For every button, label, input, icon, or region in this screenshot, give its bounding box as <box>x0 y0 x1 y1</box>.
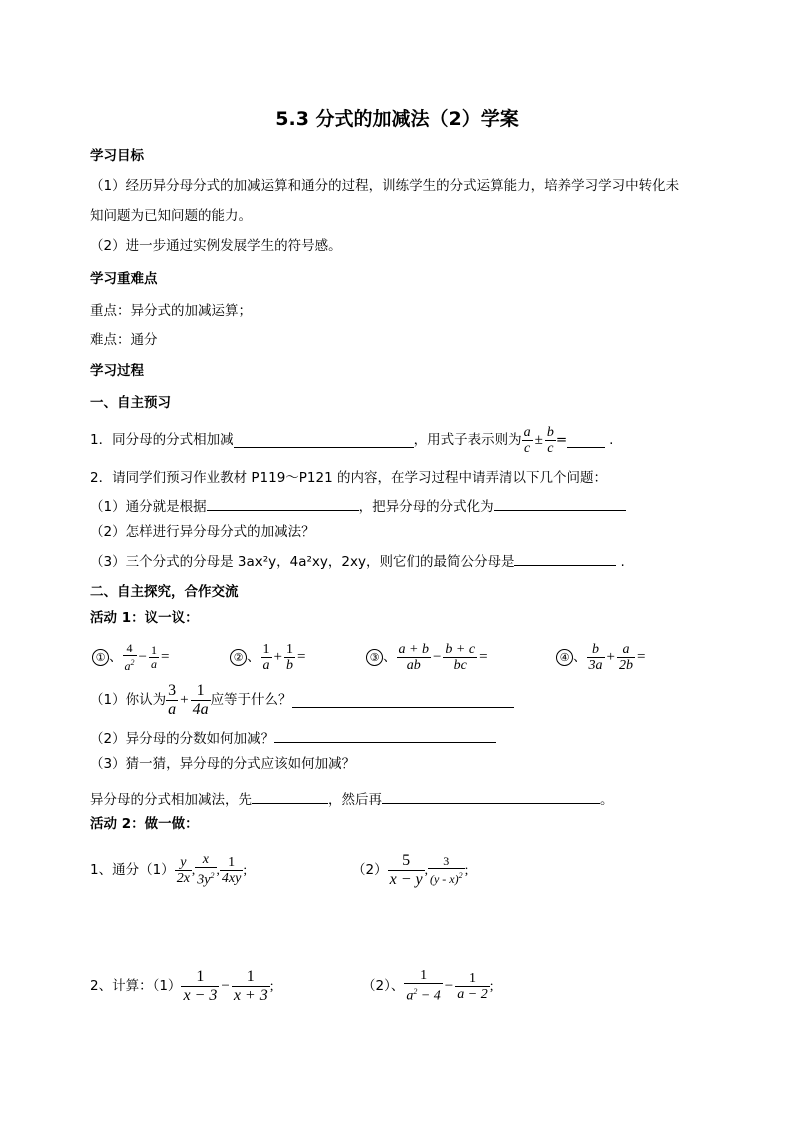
fraction-x-over-3y2: $\frac{x}{3y^2}$ <box>197 852 215 888</box>
objective-2: （2）进一步通过实例发展学生的符号感。 <box>90 238 342 254</box>
sep-1: 、 <box>109 649 123 665</box>
q2-1-prefix: （1）通分就是根据 <box>90 499 207 515</box>
a1-q1-suffix: 应等于什么？ <box>210 692 292 708</box>
objective-1-line2: 知问题为已知问题的能力。 <box>90 208 252 224</box>
plus-sign: + <box>606 649 615 665</box>
q1-mid: ，用式子表示则为 <box>413 432 522 448</box>
fraction-3-over-a: $\frac{3}{a}$ <box>168 681 177 718</box>
circled-number-3: ③ <box>366 649 383 666</box>
q2-1-blank-basis[interactable] <box>207 496 359 511</box>
q1-result-blank[interactable] <box>567 433 605 448</box>
q2-3-blank[interactable] <box>514 551 616 566</box>
preview-question-2-1 <box>90 496 626 516</box>
circled-number-2: ② <box>230 649 247 666</box>
preview-question-2: 2．请同学们预习作业教材 P119～P121 的内容，在学习过程中请弄清以下几个问题： <box>90 470 607 486</box>
fraction-b-over-c: $\frac{b}{c}$ <box>546 424 554 456</box>
objective-1-line1: （1）经历异分母分式的加减运算和通分的过程，训练学生的分式运算能力，培养学习学习中转化未 <box>90 178 680 194</box>
task-1-part-2-label: （2） <box>352 862 388 878</box>
fraction-1-over-a-minus-2: $\frac{1}{a - 2}$ <box>457 970 488 1002</box>
task-2-prefix: 2、计算：（1） <box>90 978 182 994</box>
difficulty-heading: 学习重难点 <box>90 271 158 287</box>
key-point: 重点：异分式的加减运算； <box>90 303 252 319</box>
preview-question-1 <box>90 422 613 458</box>
fraction-1-over-a: $\frac{1}{a}$ <box>262 641 270 673</box>
activity-2-heading: 活动 2：做一做： <box>90 816 199 832</box>
fraction-4-over-a2: $\frac{4}{a^2}$ <box>124 640 135 673</box>
fraction-3-over-y-minus-x-squared: $\frac{3}{(y - x)^2}$ <box>429 853 463 886</box>
sep-2: 、 <box>247 649 261 665</box>
minus-sign: − <box>432 649 442 665</box>
minus-sign: − <box>221 978 230 994</box>
q2-1-blank-result[interactable] <box>494 496 626 511</box>
activity-1-question-2 <box>90 728 496 748</box>
task-2-part-2: （2）、 $\frac{1}{a^2 - 4}$ − $\frac{1}{a - 2}$ ; <box>362 968 494 1004</box>
expression-3 <box>366 638 490 676</box>
fraction-1-over-a: $\frac{1}{a}$ <box>150 642 157 671</box>
expression-1 <box>92 638 171 676</box>
equals-sign: = <box>160 649 170 665</box>
q1-answer-blank[interactable] <box>234 433 414 448</box>
a1-q1-blank[interactable] <box>292 693 514 708</box>
activity-1-question-1 <box>90 680 514 720</box>
sep-3: 、 <box>383 649 397 665</box>
q2-3-prefix: （3）三个分式的分母是 3ax²y，4a²xy，2xy，则它们的最简公分母是 <box>90 554 515 570</box>
fraction-5-over-x-minus-y: $\frac{5}{x - y}$ <box>389 851 423 888</box>
explore-heading: 二、自主探究，合作交流 <box>90 584 239 600</box>
preview-question-2-2: （2）怎样进行异分母分式的加减法？ <box>90 524 315 540</box>
expression-2 <box>230 638 307 676</box>
rule-mid: ，然后再 <box>328 792 382 808</box>
equals-sign: = <box>479 649 488 665</box>
task-2-part-1: 2、计算：（1） $\frac{1}{x - 3}$ − $\frac{1}{x + 3}$ ; <box>90 967 274 1004</box>
equals-sign: = <box>296 649 306 665</box>
hard-point: 难点：通分 <box>90 332 158 348</box>
q1-prefix: 1．同分母的分式相加减 <box>90 432 234 448</box>
rule-sentence <box>90 789 614 809</box>
a1-q2-text: （2）异分母的分数如何加减？ <box>90 731 275 747</box>
fraction-1-over-x-plus-3: $\frac{1}{x + 3}$ <box>233 967 268 1004</box>
fraction-1-over-b: $\frac{1}{b}$ <box>285 641 293 673</box>
process-heading: 学习过程 <box>90 363 144 379</box>
minus-sign: − <box>138 649 147 665</box>
task-1-prefix: 1、通分（1） <box>90 862 175 878</box>
fraction-a-over-2b: $\frac{a}{2b}$ <box>618 641 633 673</box>
rule-blank-first[interactable] <box>252 789 328 804</box>
fraction-a-over-c: $\frac{a}{c}$ <box>523 424 531 456</box>
preview-question-2-3 <box>90 551 625 571</box>
plus-sign: + <box>273 649 282 665</box>
circled-number-4: ④ <box>556 649 573 666</box>
q2-3-period: . <box>620 554 625 570</box>
task-1-part-1: 1、通分（1） $\frac{y}{2x}$ , $\frac{x}{3y^2}$ , $\frac{1}{4xy}$ ; <box>90 852 248 888</box>
expression-4 <box>556 638 647 676</box>
sep-4: 、 <box>573 649 587 665</box>
fraction-1-over-x-minus-3: $\frac{1}{x - 3}$ <box>183 967 218 1004</box>
a1-q1-prefix: （1）你认为 <box>90 692 167 708</box>
preview-heading: 一、自主预习 <box>90 395 171 411</box>
minus-sign: − <box>444 978 454 994</box>
fraction-b-over-3a: $\frac{b}{3a}$ <box>588 641 603 673</box>
rule-end: 。 <box>600 792 614 808</box>
fraction-1-over-a2-minus-4: $\frac{1}{a^2 - 4}$ <box>406 968 441 1004</box>
circled-number-1: ① <box>92 649 109 666</box>
plus-minus-sign: ± <box>534 432 543 448</box>
q1-period: . <box>609 432 614 448</box>
a1-q2-blank[interactable] <box>274 728 496 743</box>
activity-1-question-3: （3）猜一猜，异分母的分式应该如何加减？ <box>90 756 356 772</box>
activity-1-heading: 活动 1：议一议： <box>90 610 199 626</box>
equals-sign: = <box>636 649 646 665</box>
rule-prefix: 异分母的分式相加减法，先 <box>90 792 252 808</box>
rule-blank-then[interactable] <box>382 789 600 804</box>
objectives-heading: 学习目标 <box>90 148 144 164</box>
q2-1-mid: ，把异分母的分式化为 <box>358 499 494 515</box>
q1-equals: = <box>555 432 568 448</box>
task-1-part-2: （2） $\frac{5}{x - y}$ , $\frac{3}{(y - x)^2}$ ; <box>352 851 469 888</box>
fraction-a-plus-b-over-ab: $\frac{a + b}{ab}$ <box>398 641 429 673</box>
plus-sign: + <box>180 692 189 708</box>
fraction-1-over-4a: $\frac{1}{4a}$ <box>192 681 209 718</box>
fraction-y-over-2x: $\frac{y}{2x}$ <box>176 854 190 886</box>
task-2-part-2-label: （2）、 <box>362 978 405 994</box>
page-title: 5.3 分式的加减法（2）学案 <box>275 108 519 130</box>
fraction-b-plus-c-over-bc: $\frac{b + c}{bc}$ <box>445 641 476 673</box>
fraction-1-over-4xy: $\frac{1}{4xy}$ <box>221 854 242 886</box>
